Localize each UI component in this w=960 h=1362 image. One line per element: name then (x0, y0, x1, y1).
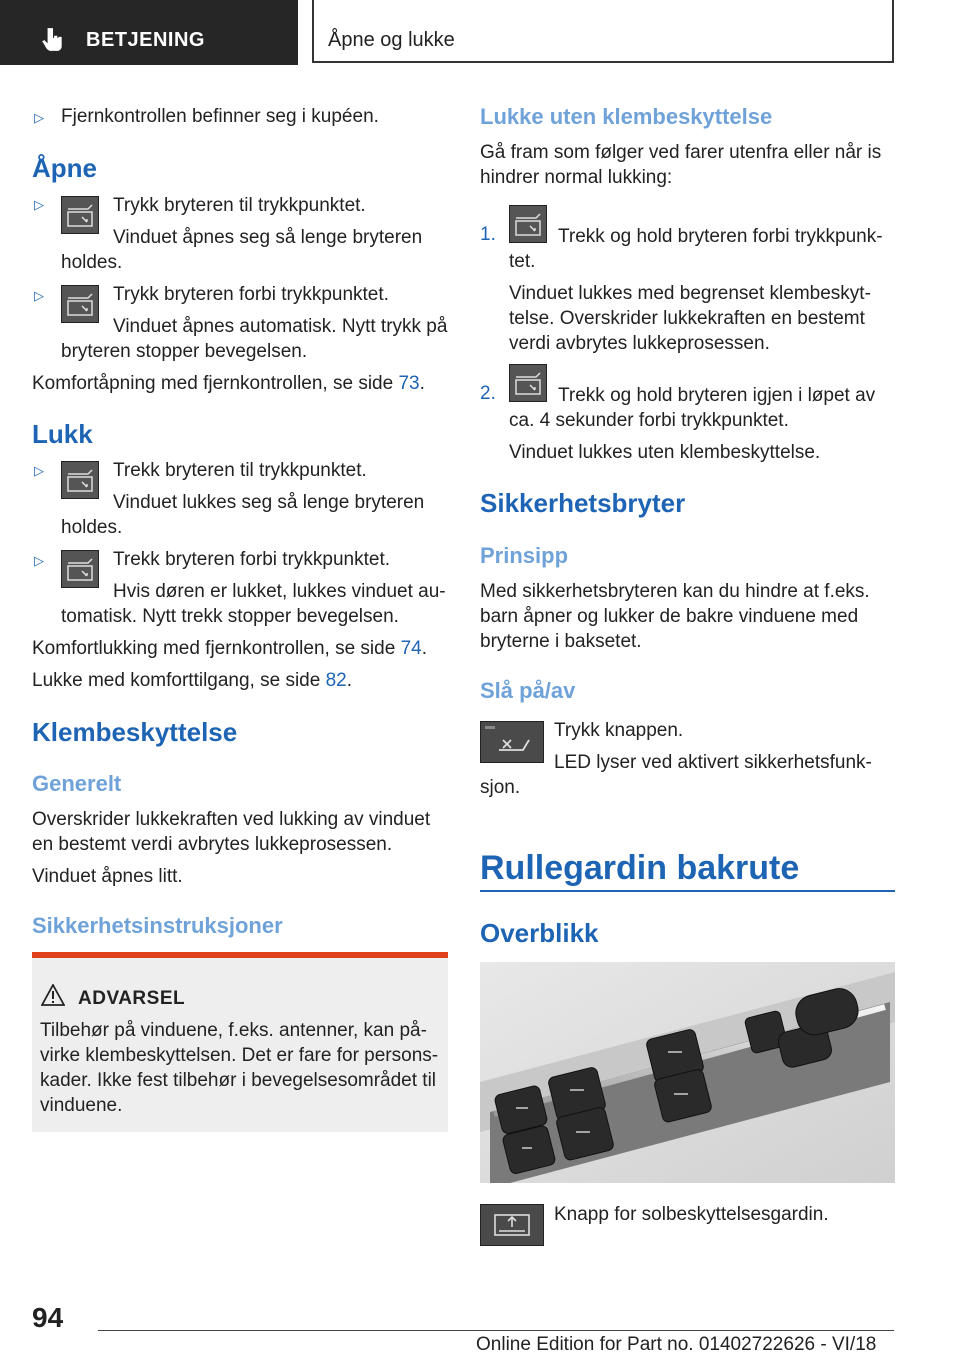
open-item-1-line3: holdes. (61, 252, 123, 273)
step-number: 2. (480, 383, 496, 404)
step-1-line4: telse. Overskrider lukkekraften en bestemt (509, 308, 865, 329)
section-tab (0, 0, 298, 65)
onoff-line-2: LED lyser ved aktivert sikkerhetsfunk- (554, 752, 872, 773)
general-heading: Generelt (32, 771, 122, 796)
step-2-line3: Vinduet lukkes uten klembeskyttelse. (509, 442, 821, 463)
open-heading: Åpne (32, 153, 97, 183)
principle-text-3: bryterne i baksetet. (480, 631, 642, 652)
close-item-2-line1: Trekk bryteren forbi trykkpunktet. (113, 549, 391, 570)
pinch-heading: Klembeskyttelse (32, 717, 238, 747)
door-switch-panel-photo (480, 962, 895, 1183)
onoff-heading: Slå på/av (480, 678, 576, 703)
footer-rule (98, 1330, 894, 1331)
warning-line-1: Tilbehør på vinduene, f.eks. antenner, kan på- (40, 1020, 427, 1041)
no-pinch-heading: Lukke uten klembeskyttelse (480, 104, 773, 129)
close-item-1-line2: Vinduet lukkes seg så lenge bryteren (113, 492, 425, 513)
comfort-access-ref: Lukke med komforttilgang, se side 82. (32, 670, 353, 691)
window-switch-icon (61, 550, 99, 588)
close-item-2-line3: tomatisk. Nytt trekk stopper bevegelsen. (61, 606, 399, 627)
general-text-1: Overskrider lukkekraften ved lukking av vinduet (32, 809, 431, 830)
open-item-2-line2: Vinduet åpnes automatisk. Nytt trykk på (113, 316, 448, 337)
step-2-line1: Trekk og hold bryteren igjen i løpet av (558, 385, 876, 406)
safety-switch-heading: Sikkerhetsbryter (480, 488, 686, 518)
chapter-title: Åpne og lukke (328, 29, 455, 51)
window-switch-icon (509, 205, 547, 243)
roller-heading: Rullegardin bakrute (480, 849, 800, 887)
page-link-73[interactable]: 73 (398, 373, 420, 394)
close-heading: Lukk (32, 419, 93, 449)
close-item-2-line2: Hvis døren er lukket, lukkes vinduet au- (113, 581, 446, 602)
general-text-2: en bestemt verdi avbrytes lukkeprosessen. (32, 834, 393, 855)
page-link-74[interactable]: 74 (400, 638, 422, 659)
principle-text-2: barn åpner og lukker de bakre vinduene med (480, 606, 859, 627)
step-1-line1: Trekk og hold bryteren forbi trykkpunk- (558, 226, 883, 247)
warning-triangle-icon (41, 984, 65, 1006)
close-item-1-line1: Trekk bryteren til trykkpunktet. (113, 460, 367, 481)
window-switch-icon (509, 364, 547, 402)
hand-pointer-icon (40, 26, 66, 52)
comfort-close-ref: Komfortlukking med fjernkontrollen, se side 74. (32, 638, 427, 659)
onoff-line-1: Trykk knappen. (554, 720, 684, 741)
warning-box (32, 952, 448, 1132)
comfort-open-text: Komfortåpning med fjernkontrollen, se side (32, 373, 399, 394)
comfort-open-ref: Komfortåpning med fjernkontrollen, se side 73. (32, 373, 425, 394)
step-2-line2: ca. 4 sekunder forbi trykkpunktet. (509, 410, 789, 431)
bullet-triangle-icon: ▷ (34, 463, 44, 478)
principle-text-1: Med sikkerhetsbryteren kan du hindre at f.eks. (480, 581, 870, 602)
principle-heading: Prinsipp (480, 543, 569, 568)
edition-text: Online Edition for Part no. 01402722626 - VI/18 (476, 1334, 877, 1355)
step-1-line3: Vinduet lukkes med begrenset klembeskyt- (509, 283, 871, 304)
sunshade-button-icon (480, 1204, 544, 1246)
open-item-2-line3: bryteren stopper bevegelsen. (61, 341, 308, 362)
step-number: 1. (480, 224, 496, 245)
open-item-1-line1: Trykk bryteren til trykkpunktet. (113, 195, 366, 216)
sunshade-text: Knapp for solbeskyttelsesgardin. (554, 1204, 829, 1225)
warning-line-2: virke klembeskyttelsen. Det er fare for persons- (40, 1045, 439, 1066)
bullet-triangle-icon: ▷ (34, 197, 44, 212)
comfort-close-text: Komfortlukking med fjernkontrollen, se side (32, 638, 401, 659)
window-switch-icon (61, 285, 99, 323)
step-1-line5: verdi avbrytes lukkeprosessen. (509, 333, 770, 354)
warning-line-4: vinduene. (40, 1095, 123, 1116)
step-1-line2: tet. (509, 251, 536, 272)
open-item-2-line1: Trykk bryteren forbi trykkpunktet. (113, 284, 389, 305)
no-pinch-intro-1: Gå fram som følger ved farer utenfra eller når is (480, 142, 882, 163)
comfort-access-text: Lukke med komforttilgang, se side (32, 670, 326, 691)
general-text-3: Vinduet åpnes litt. (32, 866, 183, 887)
window-switch-icon (61, 196, 99, 234)
child-lock-button-icon (480, 721, 544, 763)
bullet-triangle-icon: ▷ (34, 110, 44, 125)
warning-title: ADVARSEL (78, 988, 186, 1009)
safety-heading: Sikkerhetsinstruksjoner (32, 913, 283, 938)
warning-line-3: kader. Ikke fest tilbehør i bevegelsesområdet til (40, 1070, 437, 1091)
bullet-triangle-icon: ▷ (34, 288, 44, 303)
page-number: 94 (32, 1302, 64, 1333)
intro-bullet: Fjernkontrollen befinner seg i kupéen. (61, 106, 379, 127)
section-label: BETJENING (86, 29, 205, 51)
heading-rule (480, 890, 895, 892)
page-link-82[interactable]: 82 (325, 670, 347, 691)
onoff-line-3: sjon. (480, 777, 521, 798)
open-item-1-line2: Vinduet åpnes seg så lenge bryteren (113, 227, 423, 248)
warning-body (40, 1018, 440, 1118)
close-item-1-line3: holdes. (61, 517, 123, 538)
no-pinch-intro-2: hindrer normal lukking: (480, 167, 673, 188)
overview-heading: Overblikk (480, 918, 599, 948)
bullet-triangle-icon: ▷ (34, 553, 44, 568)
chapter-title-box (312, 0, 894, 63)
window-switch-icon (61, 461, 99, 499)
